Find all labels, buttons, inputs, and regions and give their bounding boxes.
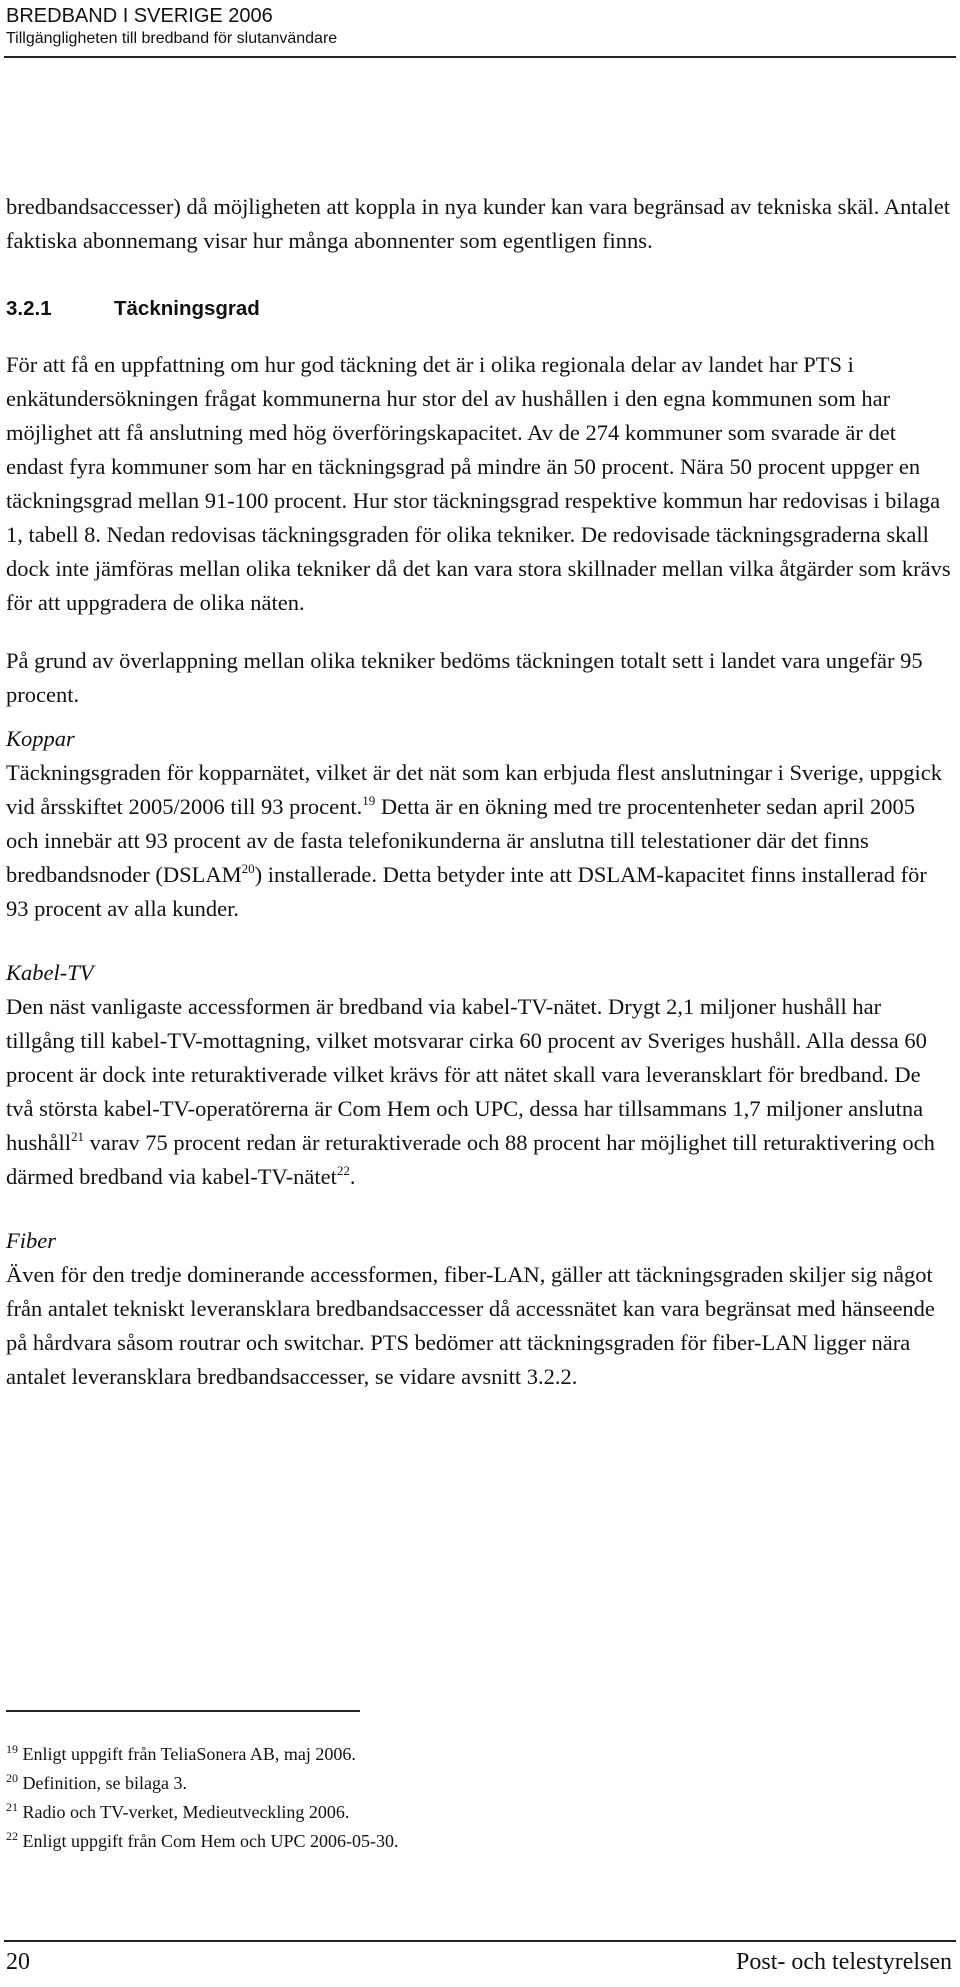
footnote-ref-20[interactable]: 20	[241, 861, 255, 876]
footnote-text: Enligt uppgift från Com Hem och UPC 2006-05-30.	[18, 1831, 399, 1851]
overlap-paragraph: På grund av överlappning mellan olika tekniker bedöms täckningen totalt sett i landet vara ungefär 95 procent.	[6, 648, 923, 707]
kabel-text-3: .	[349, 1164, 356, 1189]
report-subtitle: Tillgängligheten till bredband för slutanvändare	[6, 30, 338, 47]
page-footer	[6, 1946, 952, 1978]
footnote-ref-21[interactable]: 21	[71, 1129, 84, 1144]
footnote-ref-22[interactable]: 22	[336, 1163, 350, 1178]
kabel-text-2: varav 75 procent redan är returaktiverade och 88 procent har möjlighet till returaktivering och därmed bredband via kabel-TV-nätet	[6, 1130, 935, 1189]
section-number: 3.2.1	[6, 297, 52, 320]
koppar-heading: Koppar	[6, 726, 75, 751]
section-heading	[6, 294, 952, 324]
section-title: Täckningsgrad	[114, 297, 260, 320]
footnotes	[6, 1740, 946, 1856]
footnote-number: 20	[6, 1771, 18, 1785]
kabel-tv-paragraph	[6, 990, 952, 1194]
footnote-22	[6, 1827, 946, 1856]
footnote-text: Definition, se bilaga 3.	[18, 1773, 187, 1793]
fiber-heading: Fiber	[6, 1228, 56, 1253]
header-divider	[4, 56, 956, 58]
footnote-divider	[6, 1710, 360, 1712]
page-number: 20	[6, 1949, 30, 1975]
footnote-number: 19	[6, 1742, 18, 1756]
koppar-paragraph	[6, 756, 952, 926]
footer-divider	[4, 1940, 956, 1942]
koppar-text-1: Täckningsgraden för kopparnätet, vilket är det nät som kan erbjuda flest anslutningar i Sverige, uppgick vid årsskiftet 2005/2006 till 93 procent.	[6, 760, 942, 819]
footnote-number: 21	[6, 1800, 18, 1814]
coverage-paragraph: För att få en uppfattning om hur god täckning det är i olika regionala delar av landet har PTS i enkätundersökningen frågat kommunerna hur stor del av hushållen i den egna kommunen som har möjlighet att få anslutning med hög överföringskapacitet. Av de 274 kommuner som svarade är det endast fyra kommuner som har en täckningsgrad på mindre än 50 procent. Nära 50 procent uppger en täckningsgrad mellan 91-100 procent. Hur stor täckningsgrad respektive kommun har redovisas i bilaga 1, tabell 8. Nedan redovisas täckningsgraden för olika tekniker. De redovisade täckningsgraderna skall dock inte jämföras mellan olika tekniker då det kan vara stora skillnader mellan vilka åtgärder som krävs för att uppgradera de olika näten.	[6, 352, 951, 615]
intro-paragraph: bredbandsaccesser) då möjligheten att koppla in nya kunder kan vara begränsad av tekniska skäl. Antalet faktiska abonnemang visar hur många abonnenter som egentligen finns.	[6, 194, 951, 253]
organization-name: Post- och telestyrelsen	[736, 1949, 952, 1975]
footnote-text: Enligt uppgift från TeliaSonera AB, maj 2006.	[18, 1744, 356, 1764]
document-body	[6, 190, 952, 1394]
footnote-19	[6, 1740, 946, 1769]
kabel-tv-heading: Kabel-TV	[6, 960, 94, 985]
footnote-21	[6, 1798, 946, 1827]
fiber-paragraph: Även för den tredje dominerande accessformen, fiber-LAN, gäller att täckningsgraden skiljer sig något från antalet tekniskt leveransklara bredbandsaccesser då accessnätet kan vara begränsat med hänseende på hårdvara såsom routrar och switchar. PTS bedömer att täckningsgraden för fiber-LAN ligger nära antalet leveransklara bredbandsaccesser, se vidare avsnitt 3.2.2.	[6, 1262, 935, 1389]
kabel-text-1: Den näst vanligaste accessformen är bredband via kabel-TV-nätet. Drygt 2,1 miljoner hushåll har tillgång till kabel-TV-mottagning, vilket motsvarar cirka 60 procent av Sveriges hushåll. Alla dessa 60 procent är dock inte returaktiverade vilket krävs för att nätet skall vara leveransklart för bredband. De två största kabel-TV-operatörerna är Com Hem och UPC, dessa har tillsammans 1,7 miljoner anslutna hushåll	[6, 994, 927, 1155]
footnote-ref-19[interactable]: 19	[362, 793, 376, 808]
footnote-20	[6, 1769, 946, 1798]
report-title: BREDBAND I SVERIGE 2006	[6, 5, 273, 27]
koppar-text-2: Detta är en ökning med tre procentenheter sedan april 2005 och innebär att 93 procent av de fasta telefonikunderna är anslutna till telestationer där det finns bredbandsnoder (DSLAM	[6, 794, 915, 887]
koppar-text-3: ) installerade. Detta betyder inte att DSLAM-kapacitet finns installerad för 93 procent av alla kunder.	[6, 862, 927, 921]
page-header	[6, 4, 956, 50]
footnote-text: Radio och TV-verket, Medieutveckling 2006.	[18, 1802, 350, 1822]
footnote-number: 22	[6, 1829, 18, 1843]
